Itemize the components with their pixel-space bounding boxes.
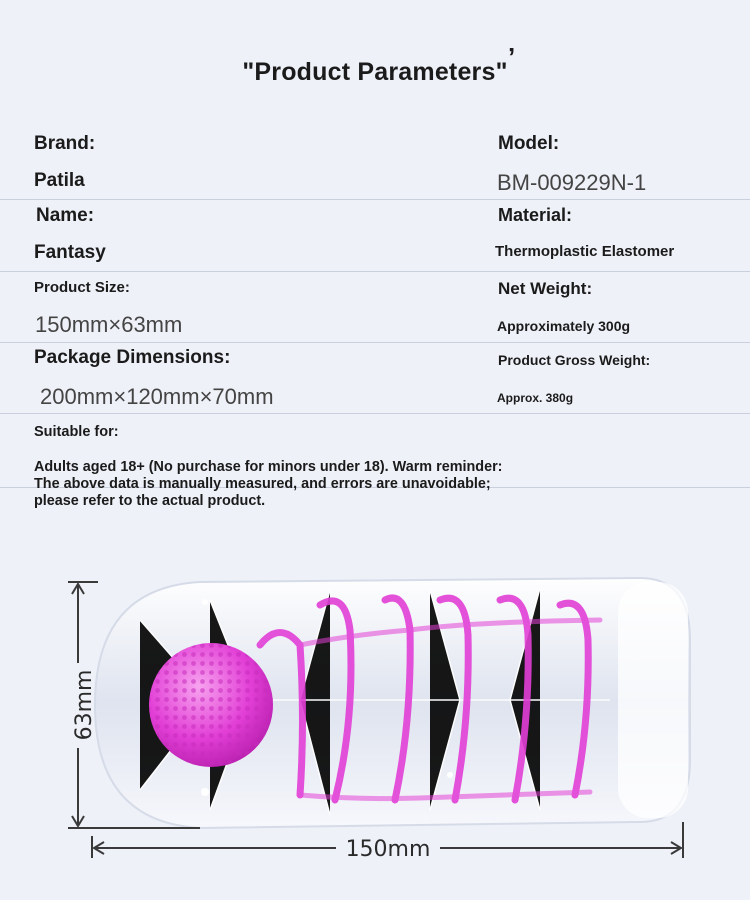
product-illustration [0, 560, 750, 900]
title-quote-mark: ’ [508, 42, 516, 72]
size-label: Product Size: [34, 279, 130, 296]
gross-weight-value: Approx. 380g [497, 391, 574, 405]
suitable-note: Adults aged 18+ (No purchase for minors under 18). Warm reminder: The above data is manually measured, and errors are unavoidable; please refer to the actual product. [34, 459, 503, 509]
model-label: Model: [498, 133, 560, 154]
package-value: 200mm×120mm×70mm [40, 384, 274, 409]
divider [0, 413, 750, 414]
model-value: BM-009229N-1 [497, 170, 647, 195]
material-label: Material: [498, 205, 573, 225]
name-value: Fantasy [34, 242, 106, 263]
height-label: 63mm [72, 669, 97, 741]
net-weight-label: Net Weight: [498, 279, 593, 298]
divider [0, 271, 750, 272]
suitable-label: Suitable for: [34, 424, 119, 440]
brand-label: Brand: [34, 133, 96, 154]
divider [0, 199, 750, 200]
length-label: 150mm [345, 837, 431, 862]
material-value: Thermoplastic Elastomer [495, 243, 675, 260]
gross-weight-label: Product Gross Weight: [498, 352, 651, 368]
name-label: Name: [36, 205, 95, 226]
net-weight-value: Approximately 300g [497, 318, 631, 334]
divider [0, 342, 750, 343]
dimpled-ball [149, 643, 273, 767]
page-title: "Product Parameters" [242, 58, 508, 86]
package-label: Package Dimensions: [34, 347, 231, 368]
brand-value: Patila [34, 170, 85, 191]
size-value: 150mm×63mm [35, 312, 183, 337]
